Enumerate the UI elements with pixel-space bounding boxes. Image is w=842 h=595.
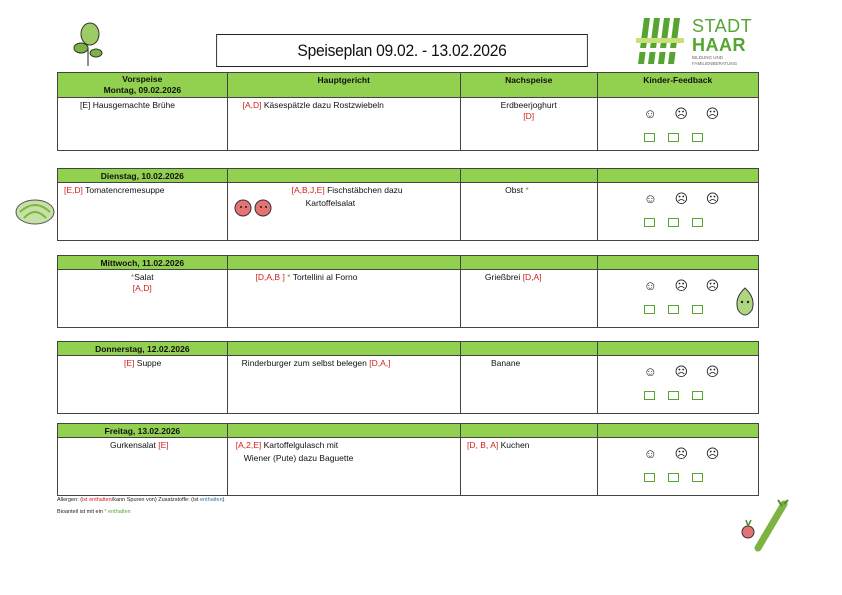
allergen-code: [D,A,B ] bbox=[255, 272, 285, 282]
allergen-code: [A,2,E] bbox=[235, 440, 262, 450]
feedback-checkbox-neutral[interactable] bbox=[668, 218, 679, 227]
main-dish-line2: Wiener (Pute) dazu Baguette bbox=[243, 453, 354, 463]
starter-dish: Hausgemachte Brühe bbox=[92, 100, 175, 110]
day-name: Mittwoch, 11.02.2026 bbox=[58, 256, 228, 270]
allergen-code: [E] bbox=[80, 100, 91, 110]
feedback-faces-icon: ☺ ☹ ☹ bbox=[643, 191, 727, 206]
column-header-starter: Vorspeise bbox=[122, 74, 163, 84]
main-dish: Kartoffelgulasch mit bbox=[263, 440, 339, 450]
feedback-checkbox-neutral[interactable] bbox=[668, 391, 679, 400]
day-table-wednesday bbox=[57, 255, 759, 328]
feedback-checkbox-happy[interactable] bbox=[644, 133, 655, 142]
column-header-main: Hauptgericht bbox=[227, 73, 460, 98]
allergen-code: [E] bbox=[124, 358, 135, 368]
allergen-code: [D,A,] bbox=[369, 358, 391, 368]
bio-marker: * bbox=[130, 272, 135, 282]
logo-bars-icon bbox=[636, 16, 684, 66]
starter-dish: Gurkensalat bbox=[110, 440, 156, 450]
allergen-code: [E] bbox=[158, 440, 169, 450]
allergen-code: [E,D] bbox=[64, 185, 83, 195]
feedback-faces-icon: ☺ ☹ ☹ bbox=[643, 278, 727, 293]
dessert-dish: Banane bbox=[490, 358, 521, 368]
legend-allergens: Allergen: (ist enthalten/kann Spuren von) Zusatzstoffe: (ist enthalten) bbox=[57, 497, 225, 503]
feedback-checkbox-sad[interactable] bbox=[692, 133, 703, 142]
allergen-code: [D,A] bbox=[522, 272, 542, 282]
feedback-faces-icon: ☺ ☹ ☹ bbox=[643, 106, 727, 121]
day-name: Freitag, 13.02.2026 bbox=[58, 424, 228, 438]
feedback-checkbox-happy[interactable] bbox=[644, 391, 655, 400]
main-dish-line2: Kartoffelsalat bbox=[305, 198, 356, 208]
feedback-checkbox-sad[interactable] bbox=[692, 391, 703, 400]
feedback-checkbox-happy[interactable] bbox=[644, 305, 655, 314]
dessert-dish: Erdbeerjoghurt bbox=[500, 100, 557, 110]
column-header-dessert: Nachspeise bbox=[460, 73, 597, 98]
stadt-haar-logo: STADT HAAR BILDUNG UND FAMILIENBERATUNG bbox=[636, 16, 766, 68]
leek-radish-illustration-icon bbox=[738, 498, 794, 552]
feedback-checkbox-sad[interactable] bbox=[692, 218, 703, 227]
day-name: Montag, 09.02.2026 bbox=[103, 85, 182, 95]
starter-dish: Tomatencremesuppe bbox=[85, 185, 165, 195]
feedback-faces-icon: ☺ ☹ ☹ bbox=[643, 364, 727, 379]
feedback-checkbox-sad[interactable] bbox=[692, 305, 703, 314]
bio-marker: * bbox=[287, 272, 291, 282]
allergen-code: [A,D] bbox=[132, 283, 152, 293]
day-table-thursday bbox=[57, 341, 759, 414]
bio-marker: * bbox=[525, 185, 529, 195]
dessert-dish: Obst bbox=[505, 185, 524, 195]
dessert-dish: Grießbrei bbox=[484, 272, 521, 282]
main-dish: Fischstäbchen dazu bbox=[327, 185, 403, 195]
dessert-dish: Kuchen bbox=[500, 440, 530, 450]
feedback-checkbox-neutral[interactable] bbox=[668, 133, 679, 142]
feedback-checkbox-happy[interactable] bbox=[644, 473, 655, 482]
main-dish: Rinderburger zum selbst belegen bbox=[241, 358, 367, 368]
feedback-checkbox-happy[interactable] bbox=[644, 218, 655, 227]
allergen-code: [D, B, A] bbox=[467, 440, 499, 450]
feedback-checkbox-sad[interactable] bbox=[692, 473, 703, 482]
allergen-code: [D] bbox=[523, 111, 535, 121]
legend-bio: Bioanteil ist mit ein * enthalten bbox=[57, 509, 131, 515]
day-table-tuesday bbox=[57, 168, 759, 241]
main-dish: Käsespätzle dazu Rostzwiebeln bbox=[263, 100, 384, 110]
day-table-monday bbox=[57, 72, 759, 151]
page-title: Speiseplan 09.02. - 13.02.2026 bbox=[216, 34, 588, 67]
day-name: Dienstag, 10.02.2026 bbox=[58, 169, 228, 183]
main-dish: Tortellini al Forno bbox=[292, 272, 358, 282]
starter-dish: Salat bbox=[134, 272, 154, 282]
vegetable-illustration-icon bbox=[70, 20, 106, 68]
day-name: Donnerstag, 12.02.2026 bbox=[58, 342, 228, 356]
allergen-code: [A,B,J,E] bbox=[291, 185, 325, 195]
feedback-checkbox-neutral[interactable] bbox=[668, 305, 679, 314]
lettuce-illustration-icon bbox=[14, 194, 56, 228]
feedback-checkbox-neutral[interactable] bbox=[668, 473, 679, 482]
feedback-faces-icon: ☺ ☹ ☹ bbox=[643, 446, 727, 461]
starter-dish: Suppe bbox=[136, 358, 162, 368]
column-header-feedback: Kinder-Feedback bbox=[597, 73, 758, 98]
day-table-friday bbox=[57, 423, 759, 496]
allergen-code: [A,D] bbox=[242, 100, 262, 110]
